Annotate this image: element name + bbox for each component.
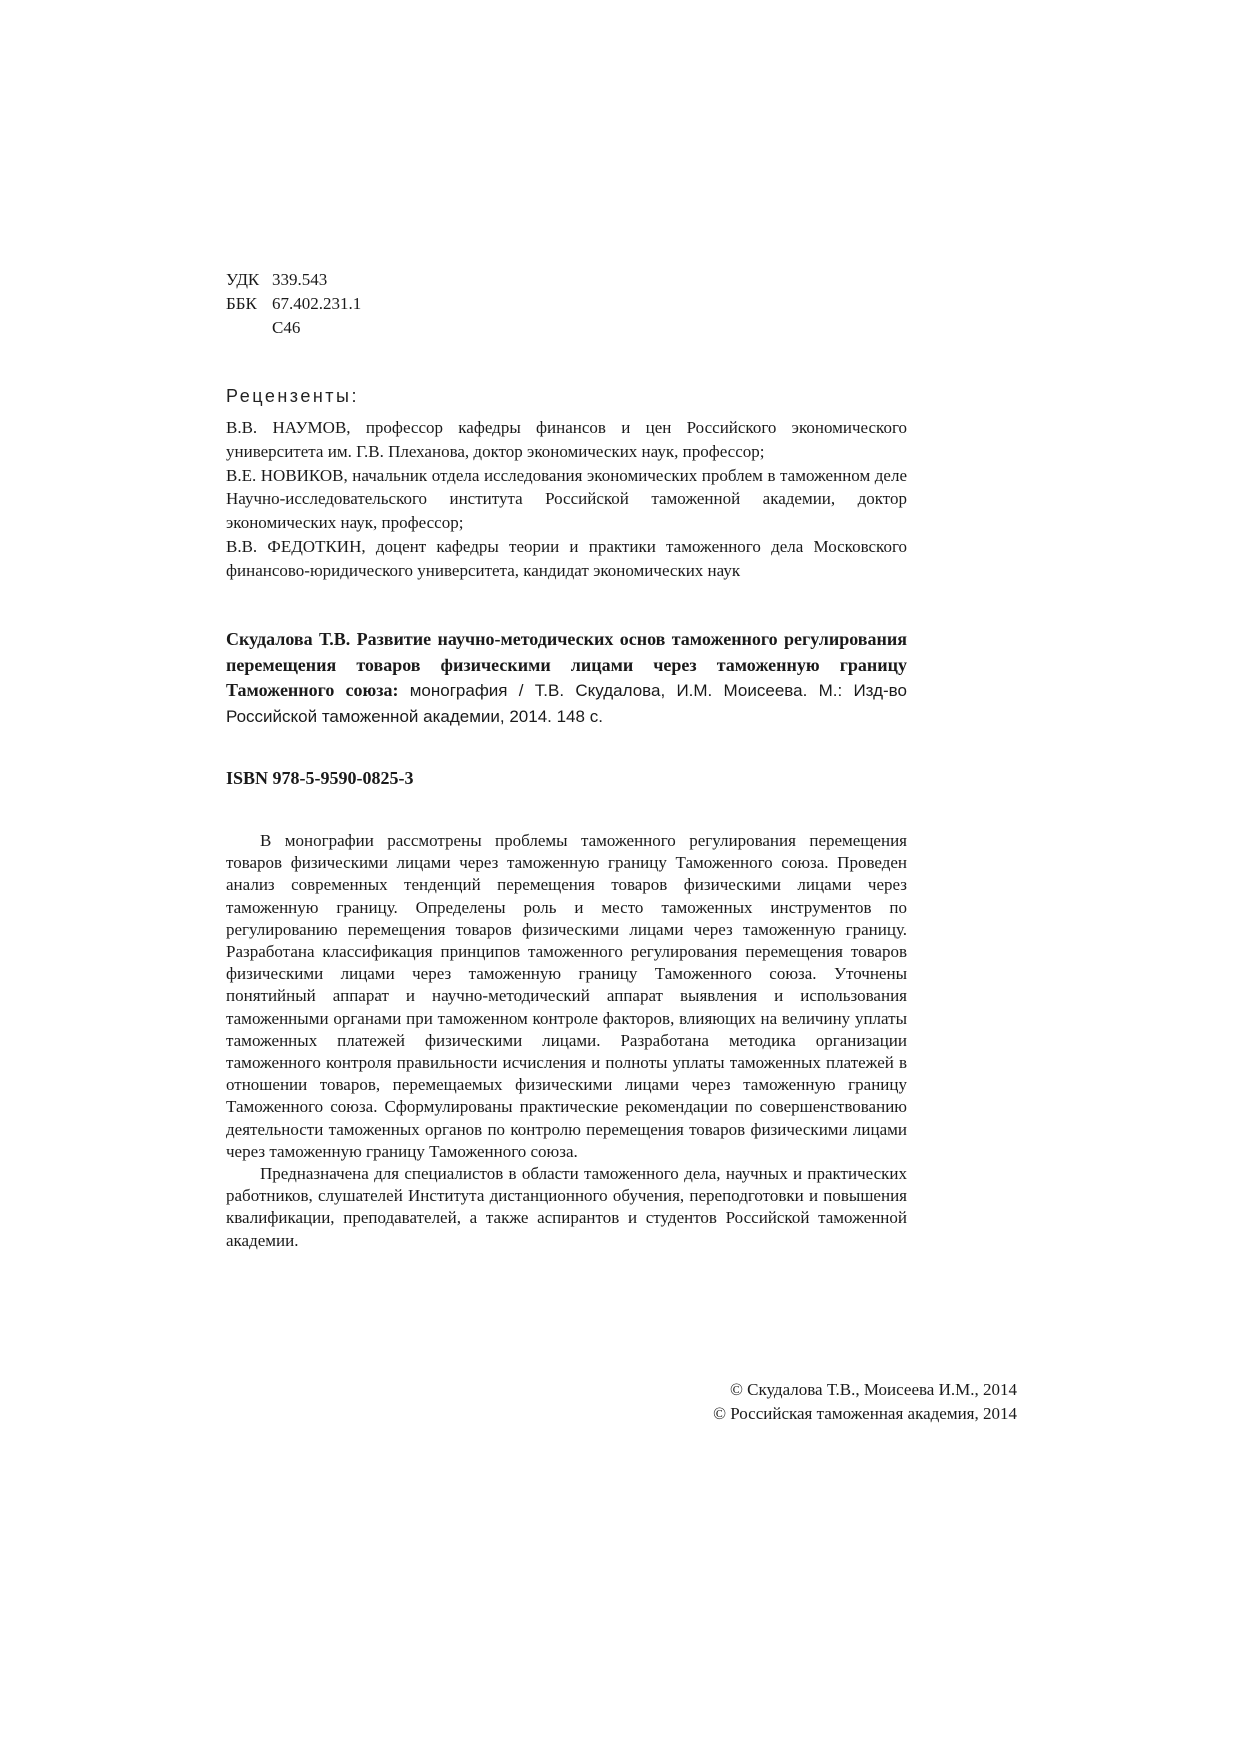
udk-row — [226, 268, 907, 292]
reviewers-title: Рецензенты: — [226, 386, 359, 406]
annotation — [226, 830, 907, 1252]
citation-details: монография / Т.В. Скудалова, И.М. Моисеева. М.: Изд-во Российской таможенной академии, 2014. 148 с. — [226, 681, 907, 726]
reviewer-item: В.В. НАУМОВ, профессор кафедры финансов и цен Российского экономического университета им. Г.В. Плеханова, доктор экономических наук, профессор; — [226, 418, 907, 461]
reviewers-list — [226, 416, 907, 583]
udk-value: 339.543 — [272, 270, 328, 289]
annotation-paragraph: Предназначена для специалистов в области таможенного дела, научных и практических работников, слушателей Института дистанционного обучения, переподготовки и повышения квалификации, преподавателей, а также аспирантов и студентов Российской таможенной академии. — [226, 1164, 907, 1250]
bbk-row — [226, 292, 907, 316]
isbn: ISBN 978-5-9590-0825-3 — [226, 768, 414, 788]
copyright-authors: © Скудалова Т.В., Моисеева И.М., 2014 — [729, 1380, 1017, 1399]
bbk-value: 67.402.231.1 — [272, 294, 362, 313]
citation-title: Скудалова Т.В. Развитие научно-методических основ таможенного регулирования перемещения товаров физическими лицами через таможенную границу Таможенного союза: — [226, 629, 907, 700]
udk-label: УДК — [226, 270, 260, 289]
bbk-label: ББК — [226, 294, 257, 313]
reviewer-item: В.В. ФЕДОТКИН, доцент кафедры теории и практики таможенного дела Московского финансово-юридического университета, кандидат экономических наук — [226, 536, 907, 580]
classification-block — [226, 268, 907, 340]
annotation-paragraph: В монографии рассмотрены проблемы таможенного регулирования перемещения товаров физическими лицами через таможенную границу Таможенного союза. Проведен анализ современных тенденций перемещения товаров физическими лицами через таможенную границу. Определены роль и место таможенных инструментов по регулированию перемещения товаров физическими лицами через таможенную границу. Разработана классификация принципов таможенного регулирования перемещения товаров физическими лицами через таможенную границу Таможенного союза. Уточнены понятийный аппарат и научно-методический аппарат выявления и использования таможенными органами при таможенном контроле факторов, влияющих на величину уплаты таможенных платежей физическими лицами. Разработана методика организации таможенного контроля правильности исчисления и полноты уплаты таможенных платежей в отношении товаров, перемещаемых физическими лицами через таможенную границу Таможенного союза. Сформулированы практические рекомендации по совершенствованию деятельности таможенных органов по контролю перемещения товаров физическими лицами через таможенную границу Таможенного союза. — [226, 831, 907, 1161]
reviewer-item: В.Е. НОВИКОВ, начальник отдела исследования экономических проблем в таможенном деле Научно-исследовательского института Российской таможенной академии, доктор экономических наук, профессор; — [226, 465, 907, 533]
author-mark: С46 — [272, 318, 301, 337]
copyright-publisher: © Российская таможенная академия, 2014 — [713, 1404, 1017, 1423]
bibliographic-citation — [226, 627, 907, 729]
copyright-block — [713, 1378, 1017, 1426]
author-mark-row — [226, 316, 907, 340]
